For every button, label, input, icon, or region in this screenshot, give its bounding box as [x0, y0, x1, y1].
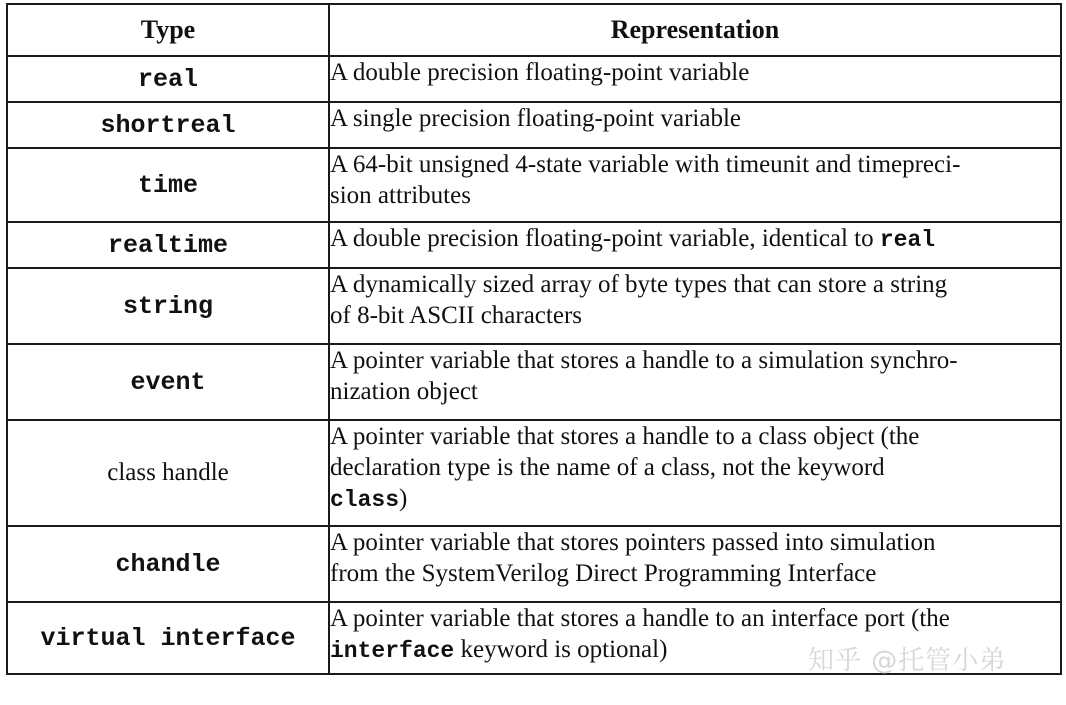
table-row [7, 148, 1061, 222]
representation-text: A double precision floating-point variable [330, 59, 750, 86]
type-cell: class handle [7, 420, 329, 526]
representation-cell [329, 602, 1061, 674]
table-row [7, 222, 1061, 268]
representation-text: A 64-bit unsigned 4-state variable with timeunit and timepreci- sion attributes [330, 151, 961, 209]
representation-text: A dynamically sized array of byte types that can store a string of 8-bit ASCII characters [330, 271, 948, 329]
type-cell: realtime [7, 222, 329, 268]
representation-cell [329, 102, 1061, 148]
representation-cell [329, 222, 1061, 268]
type-cell: event [7, 344, 329, 420]
type-cell: chandle [7, 526, 329, 602]
type-cell: virtual interface [7, 602, 329, 674]
representation-text: A pointer variable that stores pointers passed into simulation from the SystemVerilog Direct Programming Interface [330, 529, 936, 587]
table-row [7, 56, 1061, 102]
data-types-table [6, 3, 1062, 675]
type-cell: string [7, 268, 329, 344]
representation-cell [329, 268, 1061, 344]
table-header-row [7, 4, 1061, 56]
watermark: 知乎 @托管小弟 [808, 646, 1007, 676]
keyword-class: class [330, 487, 400, 513]
keyword-real: real [879, 227, 936, 253]
representation-cell [329, 56, 1061, 102]
type-cell: time [7, 148, 329, 222]
table-row [7, 268, 1061, 344]
representation-text-end: ) [399, 485, 408, 512]
header-representation: Representation [329, 4, 1061, 56]
representation-cell [329, 526, 1061, 602]
table-row [7, 344, 1061, 420]
table-row [7, 526, 1061, 602]
representation-cell [329, 344, 1061, 420]
type-cell: shortreal [7, 102, 329, 148]
representation-cell [329, 420, 1061, 526]
representation-text-end: keyword is optional) [454, 636, 668, 663]
table-row [7, 420, 1061, 526]
header-type: Type [7, 4, 329, 56]
type-cell: real [7, 56, 329, 102]
representation-text: A single precision floating-point variable [330, 105, 742, 132]
table-row [7, 602, 1061, 674]
representation-text: A pointer variable that stores a handle to a simulation synchro- nization object [330, 347, 958, 405]
representation-text: A pointer variable that stores a handle to a class object (the declaration type is the name of a class, not the keyword [330, 423, 920, 481]
keyword-interface: interface [330, 638, 455, 664]
representation-text: A double precision floating-point variable, identical to [330, 225, 880, 252]
representation-cell [329, 148, 1061, 222]
representation-text: A pointer variable that stores a handle to an interface port (the [330, 605, 950, 632]
table-row [7, 102, 1061, 148]
